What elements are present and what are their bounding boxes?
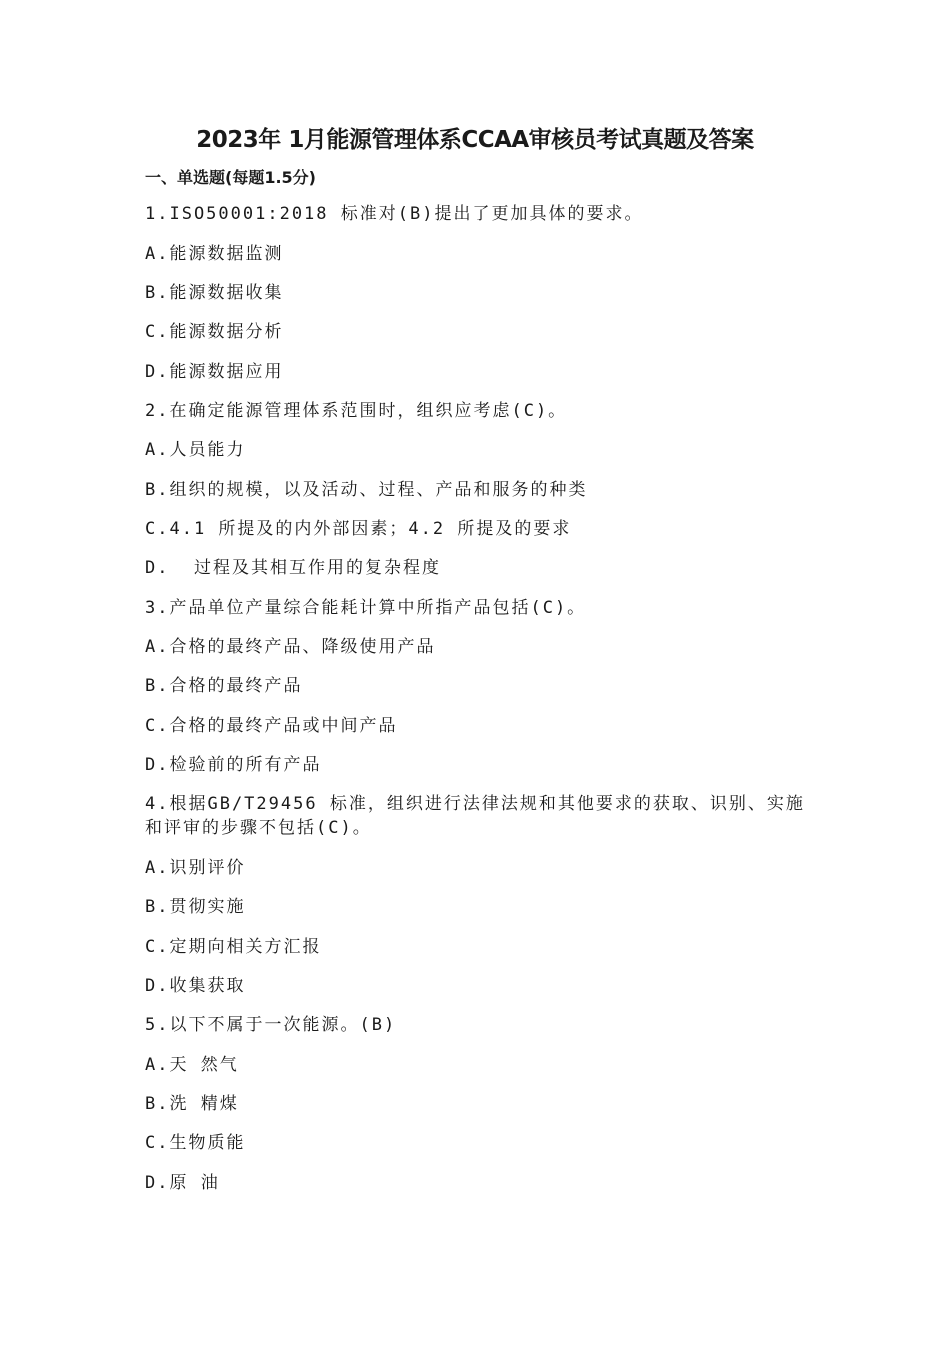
question-1: 1.ISO50001:2018 标准对(B)提出了更加具体的要求。 <box>145 204 644 224</box>
option-3b: B.合格的最终产品 <box>145 676 303 696</box>
question-3: 3.产品单位产量综合能耗计算中所指产品包括(C)。 <box>145 598 587 618</box>
question-5: 5.以下不属于一次能源。(B) <box>145 1015 397 1035</box>
option-1b: B.能源数据收集 <box>145 283 284 303</box>
option-1a: A.能源数据监测 <box>145 244 284 264</box>
option-4a: A.识别评价 <box>145 858 246 878</box>
option-5d: D.原 油 <box>145 1173 220 1193</box>
option-3c: C.合格的最终产品或中间产品 <box>145 716 398 736</box>
option-5b: B.洗 精煤 <box>145 1094 239 1114</box>
option-4c: C.定期向相关方汇报 <box>145 937 322 957</box>
option-4b: B.贯彻实施 <box>145 897 246 917</box>
option-2a: A.人员能力 <box>145 440 246 460</box>
option-5a: A.天 然气 <box>145 1055 239 1075</box>
question-4: 4.根据GB/T29456 标准，组织进行法律法规和其他要求的获取、识别、实施和评审的步骤不包括(C)。 <box>145 794 805 838</box>
option-2d: D. 过程及其相互作用的复杂程度 <box>145 558 441 578</box>
option-1d: D.能源数据应用 <box>145 362 284 382</box>
option-3d: D.检验前的所有产品 <box>145 755 322 775</box>
option-2c: C.4.1 所提及的内外部因素；4.2 所提及的要求 <box>145 519 572 539</box>
option-4d: D.收集获取 <box>145 976 246 996</box>
document-title: 2023年 1月能源管理体系CCAA审核员考试真题及答案 <box>196 127 754 153</box>
option-2b: B.组织的规模，以及活动、过程、产品和服务的种类 <box>145 480 588 500</box>
option-1c: C.能源数据分析 <box>145 322 284 342</box>
option-5c: C.生物质能 <box>145 1133 246 1153</box>
option-3a: A.合格的最终产品、降级使用产品 <box>145 637 436 657</box>
section-heading: 一、单选题(每题1.5分) <box>145 168 316 187</box>
question-2: 2.在确定能源管理体系范围时，组织应考虑(C)。 <box>145 401 568 421</box>
